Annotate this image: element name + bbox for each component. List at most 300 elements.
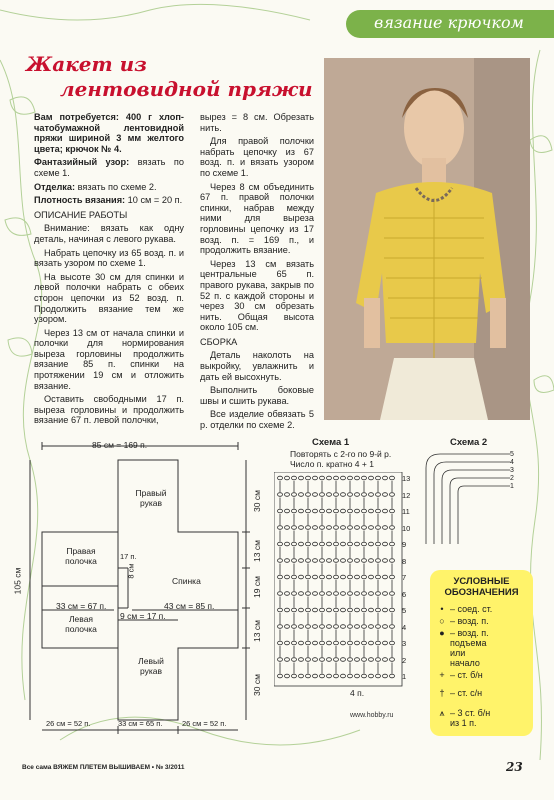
chain-stitch-symbol [278, 658, 283, 662]
chain-stitch-symbol [369, 476, 374, 480]
scheme-1-row-number: 4 [402, 622, 407, 632]
chain-stitch-symbol [383, 575, 388, 579]
chain-stitch-symbol [278, 542, 283, 546]
chain-stitch-symbol [292, 526, 297, 530]
chain-stitch-symbol [348, 476, 353, 480]
chain-stitch-symbol [362, 493, 367, 497]
chain-stitch-symbol [306, 559, 311, 563]
chain-stitch-symbol [362, 608, 367, 612]
chain-stitch-symbol [369, 625, 374, 629]
chain-stitch-symbol [278, 526, 283, 530]
legend-item [436, 670, 531, 680]
chain-stitch-symbol [327, 658, 332, 662]
chain-stitch-symbol [341, 658, 346, 662]
neck-17-label: 17 п. [120, 552, 137, 561]
chain-stitch-symbol [369, 592, 374, 596]
chain-stitch-symbol [348, 493, 353, 497]
chain-stitch-symbol [313, 592, 318, 596]
chain-stitch-symbol [313, 509, 318, 513]
chain-stitch-symbol [383, 608, 388, 612]
chain-stitch-symbol [383, 493, 388, 497]
assembly-paragraph-1: Деталь наколоть на выкройку, увлажнить и дать ей высохнуть. [200, 350, 314, 382]
legend-item [436, 708, 531, 718]
chain-stitch-symbol [376, 592, 381, 596]
legend-item [436, 616, 531, 626]
chain-stitch-symbol [390, 509, 395, 513]
chain-stitch-symbol [327, 559, 332, 563]
chain-stitch-symbol [278, 674, 283, 678]
chain-stitch-symbol [390, 526, 395, 530]
scheme-2-chart [418, 448, 518, 548]
chain-stitch-symbol [292, 476, 297, 480]
chain-stitch-symbol [299, 641, 304, 645]
scheme-1-row-number: 10 [402, 523, 411, 533]
chain-stitch-symbol [355, 658, 360, 662]
chain-stitch-symbol [355, 641, 360, 645]
chain-stitch-symbol [348, 542, 353, 546]
chain-stitch-symbol [362, 526, 367, 530]
chain-stitch-symbol [313, 526, 318, 530]
chain-stitch-symbol [369, 526, 374, 530]
work-paragraph-6: вырез = 8 см. Обрезать нить. [200, 112, 314, 133]
assembly-paragraph-3: Все изделие обвязать 5 р. отделки по схеме 2. [200, 409, 314, 431]
chain-stitch-symbol [362, 509, 367, 513]
chain-stitch-symbol [369, 641, 374, 645]
chain-stitch-symbol [327, 509, 332, 513]
chain-stitch-symbol [355, 542, 360, 546]
chain-stitch-symbol [334, 575, 339, 579]
chain-stitch-symbol [334, 559, 339, 563]
chain-stitch-symbol [334, 542, 339, 546]
chain-stitch-symbol [390, 559, 395, 563]
chain-stitch-symbol [369, 658, 374, 662]
legend-symbol-icon: ● [439, 628, 445, 638]
legend-label: – возд. п. [450, 628, 489, 638]
chain-stitch-symbol [299, 559, 304, 563]
chain-stitch-symbol [306, 476, 311, 480]
chain-stitch-symbol [383, 526, 388, 530]
back-label: Спинка [172, 576, 201, 586]
bottom-26a-label: 26 см = 52 п. [46, 719, 91, 728]
chain-stitch-symbol [320, 674, 325, 678]
section-label: вязание крючком [374, 13, 524, 32]
scheme-1-row-number: 13 [402, 474, 411, 483]
chain-stitch-symbol [355, 476, 360, 480]
chain-stitch-symbol [355, 625, 360, 629]
legend-symbol-icon: • [440, 604, 444, 614]
chain-stitch-symbol [341, 625, 346, 629]
chain-stitch-symbol [299, 493, 304, 497]
legend-box [430, 570, 533, 736]
chain-stitch-symbol [278, 509, 283, 513]
chain-stitch-symbol [355, 509, 360, 513]
chain-stitch-symbol [292, 559, 297, 563]
chain-stitch-symbol [348, 526, 353, 530]
legend-label: из 1 п. [450, 718, 477, 728]
chain-stitch-symbol [376, 575, 381, 579]
chain-stitch-symbol [369, 559, 374, 563]
chain-stitch-symbol [390, 641, 395, 645]
chain-stitch-symbol [369, 674, 374, 678]
chain-stitch-symbol [327, 476, 332, 480]
chain-stitch-symbol [355, 559, 360, 563]
legend-item [436, 628, 531, 638]
legend-label: – ст. б/н [450, 670, 483, 680]
chain-stitch-symbol [285, 509, 290, 513]
chain-stitch-symbol [285, 592, 290, 596]
scheme-1-chart [274, 472, 420, 698]
gauge-paragraph: Плотность вязания: 10 см = 20 п. [34, 195, 183, 206]
legend-item [436, 638, 531, 648]
chain-stitch-symbol [285, 493, 290, 497]
chain-stitch-symbol [383, 592, 388, 596]
scheme-1-row-number: 9 [402, 540, 407, 549]
chain-stitch-symbol [369, 608, 374, 612]
chain-stitch-symbol [299, 476, 304, 480]
chain-stitch-symbol [341, 608, 346, 612]
chain-stitch-symbol [299, 625, 304, 629]
legend-title: УСЛОВНЫЕ ОБОЗНАЧЕНИЯ [444, 576, 519, 598]
chain-stitch-symbol [376, 625, 381, 629]
chain-stitch-symbol [320, 493, 325, 497]
chain-stitch-symbol [292, 542, 297, 546]
model-photo [324, 58, 530, 420]
chain-stitch-symbol [313, 641, 318, 645]
chain-stitch-symbol [390, 575, 395, 579]
chain-stitch-symbol [327, 493, 332, 497]
right-sleeve-label: Правый рукав [135, 488, 167, 508]
chain-stitch-symbol [320, 542, 325, 546]
chain-stitch-symbol [376, 493, 381, 497]
chain-stitch-symbol [313, 493, 318, 497]
chain-stitch-symbol [313, 625, 318, 629]
scheme-1-title: Схема 1 [312, 437, 350, 448]
chain-stitch-symbol [285, 625, 290, 629]
chain-stitch-symbol [376, 542, 381, 546]
chain-stitch-symbol [341, 542, 346, 546]
scheme-2-row-number: 2 [510, 475, 514, 482]
legend-item [436, 718, 531, 728]
chain-stitch-symbol [362, 575, 367, 579]
chain-stitch-symbol [376, 658, 381, 662]
right-13a-label: 13 см [251, 540, 262, 562]
chain-stitch-symbol [306, 641, 311, 645]
chain-stitch-symbol [320, 559, 325, 563]
chain-stitch-symbol [334, 526, 339, 530]
work-paragraph-3: На высоте 30 см для спинки и левой полочки набрать с обеих сторон цепочки из 52 возд. п. Продолжить вязание тем же узором. [34, 271, 184, 325]
chain-stitch-symbol [341, 592, 346, 596]
chain-stitch-symbol [292, 509, 297, 513]
chain-stitch-symbol [348, 641, 353, 645]
legend-label: – ст. с/н [450, 688, 483, 698]
chain-stitch-symbol [278, 625, 283, 629]
article-title [26, 52, 316, 102]
chain-stitch-symbol [383, 476, 388, 480]
chain-stitch-symbol [348, 592, 353, 596]
chain-stitch-symbol [306, 542, 311, 546]
chain-stitch-symbol [355, 575, 360, 579]
chain-stitch-symbol [383, 542, 388, 546]
work-heading: ОПИСАНИЕ РАБОТЫ [34, 209, 128, 220]
bottom-33-label: 33 см = 65 п. [118, 719, 163, 728]
magazine-footer: Все сама ВЯЖЕМ ПЛЕТЕМ ВЫШИВАЕМ • № 3/2011 [22, 764, 185, 771]
legend-label: подъема [450, 638, 487, 648]
scheme-1-row-number: 7 [402, 573, 407, 582]
right-13b-label: 13 см [251, 620, 262, 642]
chain-stitch-symbol [320, 476, 325, 480]
chain-stitch-symbol [320, 608, 325, 612]
height-105-label: 105 см [12, 567, 23, 595]
chain-stitch-symbol [348, 674, 353, 678]
scheme-2-title: Схема 2 [450, 437, 488, 448]
left-front-label: Левая полочка [65, 614, 97, 634]
chain-stitch-symbol [348, 509, 353, 513]
chain-stitch-symbol [327, 542, 332, 546]
chain-stitch-symbol [362, 592, 367, 596]
dim-43-85-label: 43 см = 85 п. [164, 601, 215, 611]
chain-stitch-symbol [320, 526, 325, 530]
chain-stitch-symbol [341, 476, 346, 480]
chain-stitch-symbol [376, 476, 381, 480]
legend-item [436, 604, 531, 614]
chain-stitch-symbol [376, 509, 381, 513]
chain-stitch-symbol [348, 608, 353, 612]
chain-stitch-symbol [362, 476, 367, 480]
chain-stitch-symbol [327, 641, 332, 645]
chain-stitch-symbol [313, 542, 318, 546]
chain-stitch-symbol [334, 641, 339, 645]
chain-stitch-symbol [390, 542, 395, 546]
chain-stitch-symbol [292, 625, 297, 629]
chain-stitch-symbol [285, 608, 290, 612]
chain-stitch-symbol [299, 509, 304, 513]
section-header-band [346, 10, 554, 38]
scheme-2-row-number: 4 [510, 459, 514, 466]
legend-item [436, 688, 531, 698]
chain-stitch-symbol [292, 641, 297, 645]
chain-stitch-symbol [299, 658, 304, 662]
legend-label: – 3 ст. б/н [450, 708, 491, 718]
chain-stitch-symbol [278, 592, 283, 596]
chain-stitch-symbol [278, 575, 283, 579]
chain-stitch-symbol [278, 641, 283, 645]
dim-9-17-label: 9 см = 17 п. [120, 611, 166, 621]
chain-stitch-symbol [313, 476, 318, 480]
legend-symbol-icon: ○ [439, 616, 445, 626]
chain-stitch-symbol [299, 526, 304, 530]
website-label: www.hobby.ru [350, 712, 394, 719]
text-column-left [34, 112, 184, 429]
scheme-1-row-number: 5 [402, 606, 407, 615]
chain-stitch-symbol [285, 542, 290, 546]
chain-stitch-symbol [362, 542, 367, 546]
title-line-2: лентовидной пряжи [60, 77, 313, 101]
chain-stitch-symbol [334, 608, 339, 612]
chain-stitch-symbol [299, 674, 304, 678]
work-paragraph-1: Внимание: вязать как одну деталь, начиная с левого рукава. [34, 223, 184, 244]
chain-stitch-symbol [348, 658, 353, 662]
chain-stitch-symbol [285, 526, 290, 530]
chain-stitch-symbol [383, 674, 388, 678]
chain-stitch-symbol [369, 493, 374, 497]
model-photo-illustration [324, 58, 530, 420]
work-paragraph-4: Через 13 см от начала спинки и полочки для нормирования выреза горловины продолжить вязание 85 п. спинки на протяжении 19 см и отложить вязание. [34, 327, 184, 391]
chain-stitch-symbol [306, 625, 311, 629]
chain-stitch-symbol [278, 476, 283, 480]
work-paragraph-2: Набрать цепочку из 65 возд. п. и вязать узором по схеме 1. [34, 247, 184, 269]
title-line-1: Жакет из [26, 52, 147, 76]
pattern-schematic [20, 438, 256, 738]
chain-stitch-symbol [369, 509, 374, 513]
chain-stitch-symbol [306, 575, 311, 579]
chain-stitch-symbol [306, 493, 311, 497]
chain-stitch-symbol [299, 542, 304, 546]
finish-paragraph: Отделка: вязать по схеме 2. [34, 181, 157, 192]
chain-stitch-symbol [306, 608, 311, 612]
neck-8-label: 8 см [126, 563, 136, 579]
scheme-1-row-number: 11 [402, 507, 410, 516]
assembly-paragraph-2: Выполнить боковые швы и сшить рукава. [200, 385, 314, 406]
scheme-1-row-number: 2 [402, 655, 407, 665]
scheme-1-rapport: 4 п. [350, 688, 365, 698]
chain-stitch-symbol [320, 625, 325, 629]
work-paragraph-7: Для правой полочки набрать цепочку из 67 возд. п. и вязать узором по схеме 1. [200, 136, 314, 178]
assembly-heading: СБОРКА [200, 336, 238, 347]
chain-stitch-symbol [341, 575, 346, 579]
scheme-2-row-number: 1 [510, 483, 514, 490]
chain-stitch-symbol [285, 575, 290, 579]
chain-stitch-symbol [292, 674, 297, 678]
chain-stitch-symbol [376, 674, 381, 678]
chain-stitch-symbol [362, 674, 367, 678]
chain-stitch-symbol [320, 641, 325, 645]
right-19-label: 19 см [251, 576, 262, 598]
chain-stitch-symbol [362, 559, 367, 563]
legend-label: начало [450, 658, 480, 668]
chain-stitch-symbol [313, 575, 318, 579]
left-sleeve-label: Левый рукав [138, 656, 164, 676]
chain-stitch-symbol [292, 575, 297, 579]
chain-stitch-symbol [383, 559, 388, 563]
scheme-2-row-number: 3 [510, 467, 514, 474]
chain-stitch-symbol [313, 658, 318, 662]
chain-stitch-symbol [390, 625, 395, 629]
chain-stitch-symbol [383, 658, 388, 662]
chain-stitch-symbol [306, 674, 311, 678]
work-paragraph-8: Через 8 см объединить 67 п. правой полочки спинки, набрав между ними для выреза горловины цепочку из 17 возд. п. = 169 п., и продолжить вязание. [200, 181, 314, 256]
chain-stitch-symbol [334, 674, 339, 678]
chain-stitch-symbol [362, 641, 367, 645]
scheme-1-row-number: 12 [402, 490, 411, 500]
right-front-label: Правая полочка [65, 546, 97, 566]
chain-stitch-symbol [285, 658, 290, 662]
chain-stitch-symbol [348, 575, 353, 579]
chain-stitch-symbol [390, 658, 395, 662]
chain-stitch-symbol [299, 608, 304, 612]
chain-stitch-symbol [355, 608, 360, 612]
chain-stitch-symbol [327, 608, 332, 612]
page-number: 23 [506, 760, 523, 774]
chain-stitch-symbol [355, 526, 360, 530]
legend-label: – возд. п. [450, 616, 489, 626]
chain-stitch-symbol [320, 575, 325, 579]
chain-stitch-symbol [334, 509, 339, 513]
chain-stitch-symbol [341, 559, 346, 563]
pattern-paragraph: Фантазийный узор: вязать по схеме 1. [34, 157, 184, 178]
scheme-1-note-1: Повторять с 2-го по 9-й р. [290, 449, 392, 459]
chain-stitch-symbol [299, 592, 304, 596]
chain-stitch-symbol [355, 592, 360, 596]
chain-stitch-symbol [341, 493, 346, 497]
chain-stitch-symbol [306, 526, 311, 530]
dim-33-67-label: 33 см = 67 п. [56, 601, 107, 611]
chain-stitch-symbol [313, 608, 318, 612]
chain-stitch-symbol [327, 526, 332, 530]
scheme-1-note-2: Число п. кратно 4 + 1 [290, 459, 374, 469]
text-column-right [200, 112, 314, 434]
chain-stitch-symbol [334, 476, 339, 480]
work-paragraph-5: Оставить свободными 17 п. выреза горловины и продолжить вязание 67 п. левой полочки, [34, 394, 184, 426]
chain-stitch-symbol [292, 592, 297, 596]
chain-stitch-symbol [362, 625, 367, 629]
chain-stitch-symbol [348, 625, 353, 629]
chain-stitch-symbol [341, 509, 346, 513]
scheme-1-row-number: 1 [402, 672, 407, 681]
chain-stitch-symbol [278, 559, 283, 563]
chain-stitch-symbol [292, 608, 297, 612]
chain-stitch-symbol [313, 674, 318, 678]
right-30a-label: 30 см [251, 490, 262, 512]
chain-stitch-symbol [334, 493, 339, 497]
chain-stitch-symbol [334, 592, 339, 596]
chain-stitch-symbol [285, 476, 290, 480]
chain-stitch-symbol [383, 625, 388, 629]
top-dimension: 85 см = 169 п. [92, 440, 148, 450]
bottom-26b-label: 26 см = 52 п. [182, 719, 227, 728]
chain-stitch-symbol [334, 625, 339, 629]
legend-symbol-icon: ⩚ [439, 708, 445, 718]
chain-stitch-symbol [390, 493, 395, 497]
chain-stitch-symbol [327, 625, 332, 629]
chain-stitch-symbol [320, 592, 325, 596]
chain-stitch-symbol [320, 658, 325, 662]
chain-stitch-symbol [383, 641, 388, 645]
chain-stitch-symbol [278, 493, 283, 497]
chain-stitch-symbol [355, 493, 360, 497]
chain-stitch-symbol [341, 526, 346, 530]
right-30b-label: 30 см [251, 674, 262, 696]
legend-label: или [450, 648, 466, 658]
chain-stitch-symbol [299, 575, 304, 579]
legend-item [436, 648, 531, 658]
chain-stitch-symbol [327, 592, 332, 596]
chain-stitch-symbol [362, 658, 367, 662]
chain-stitch-symbol [306, 658, 311, 662]
chain-stitch-symbol [313, 559, 318, 563]
scheme-1-row-number: 3 [402, 639, 407, 648]
legend-symbol-icon: + [439, 670, 445, 680]
chain-stitch-symbol [390, 592, 395, 596]
materials-paragraph: Вам потребуется: 400 г хлоп-чатобумажной лентовидной пряжи шириной 3 мм желтого цвета; крючок № 4. [34, 112, 184, 154]
chain-stitch-symbol [327, 674, 332, 678]
scheme-1-row-number: 8 [402, 556, 407, 566]
chain-stitch-symbol [292, 658, 297, 662]
chain-stitch-symbol [320, 509, 325, 513]
chain-stitch-symbol [306, 592, 311, 596]
chain-stitch-symbol [390, 608, 395, 612]
chain-stitch-symbol [376, 608, 381, 612]
chain-stitch-symbol [376, 526, 381, 530]
